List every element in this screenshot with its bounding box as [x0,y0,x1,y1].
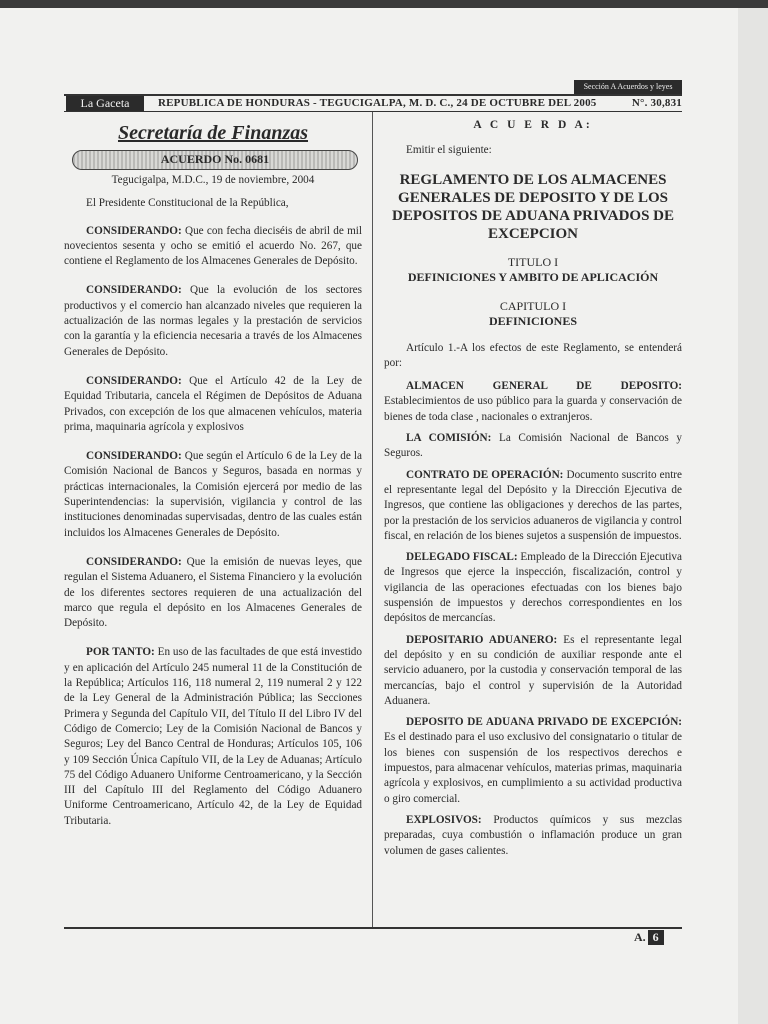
considerando-keyword: CONSIDERANDO: [86,555,182,568]
definition-explosivos [384,813,682,859]
definition-contrato [384,468,682,544]
considerando-text: Que con fecha dieciséis de abril de mil novecientos sesenta y ocho se emitió el acuerdo No. 267, que contiene el Reglamento de los Almacenes Generales de Depósito. [64,224,362,268]
definition-text: Es el representante legal del depósito y en su condición de auxiliar responde ante el servicio aduanero, por la custodia y conservación temporal de las mercancías, bajo el control y supervisión de la Autoridad Aduanera. [384,633,683,707]
scan-right-edge [738,8,768,1024]
considerando-keyword: CONSIDERANDO: [86,450,182,463]
regulation-title: REGLAMENTO DE LOS ALMACENES GENERALES DE DEPOSITO Y DE LOS DEPOSITOS DE ADUANA PRIVADOS DE EXCEPCION [391,171,674,242]
definition-deposito-aduana [384,715,682,807]
left-column [64,114,362,829]
right-column [384,118,682,859]
definition-text: Establecimientos de uso público para la guarda y conservación de bienes de toda clase , nacionales o extranjeros. [384,395,682,423]
gazette-label: La Gaceta [66,96,144,111]
considerando-keyword: CONSIDERANDO: [86,374,182,387]
header-rule-bottom [64,111,682,112]
considerando-text: Que la emisión de nuevas leyes, que regulan el Sistema Aduanero, el Sistema Financiero y la evolución de los diferentes sectores requieren de una actualización del marco que regula el depósito en los Almacenes Generales de Depósito. [64,555,362,630]
section-letter: A. [634,930,646,944]
considerando-keyword: CONSIDERANDO: [86,224,182,237]
definition-term: CONTRATO DE OPERACIÓN: [406,468,564,481]
por-tanto-text: En uso de las facultades de que está investido y en aplicación del Artículo 245 numeral 11 de la Constitución de la República; Artículos 116, 118 numeral 2, 119 numeral 2 y 122 de la Ley General de la Administración Pública; las Secciones Primera y Segunda del Capítulo VII, del Título II del Libro IV del Código de Comercio; Ley de la Comisión Nacional de Bancos y Seguros; Ley del Banco Central de Honduras; Artículos 105, 106 y 109 Sección Única Capítulo VII, de la Ley de Aduanas; Artículo 75 del Código Aduanero Uniforme Centroamericano, y la Sección III del Capítulo III del Reglamento del Código Aduanero Uniforme Centroamericano, Artículo 42, de la Ley de Equidad Tributaria. [64,646,362,827]
page-reference [634,930,664,945]
definition-term: LA COMISIÓN: [406,432,492,445]
definition-depositario [384,633,682,709]
definition-term: DEPOSITARIO ADUANERO: [406,633,558,646]
considerando-5 [64,555,362,631]
considerando-1 [64,224,362,270]
acuerdo-number-banner: ACUERDO No. 0681 [72,150,358,170]
definition-text: Documento suscrito entre el representante legal del Depósito y la Dirección Ejecutiva de Ingresos, que contiene las obligaciones y derechos de las partes, por la prestación de los servicios aduaneros de vigilancia y control fiscal, en relación de los bienes sujetos a suspensión de impuestos. [384,468,682,542]
intro-line: El Presidente Constitucional de la República, [86,197,289,210]
definition-almacen [384,379,682,425]
definition-term: DELEGADO FISCAL: [406,551,518,564]
por-tanto-keyword: POR TANTO: [86,646,155,659]
capitulo-number: CAPITULO I [499,298,567,313]
considerando-keyword: CONSIDERANDO: [86,284,182,297]
place-date: Tegucigalpa, M.D.C., 19 de noviembre, 2004 [111,174,315,186]
definition-text: Productos químicos y sus mezclas preparadas, cuya combustión o inflamación produce un gran volumen de gases calientes. [384,813,682,857]
capitulo-name: DEFINICIONES [488,313,578,328]
column-divider [372,112,373,927]
considerando-text: Que la evolución de los sectores productivos y el comercio han alcanzado niveles que requieren la actualización de las normas legales y la prestación de servicios con la garantía y la eficiencia necesaria a través de los Almacenes Generales de Depósito. [64,284,362,358]
issue-number: N°. 30,831 [631,97,682,109]
considerando-4 [64,449,362,541]
acuerda-heading: A C U E R D A: [473,119,593,131]
article-1: Artículo 1.-A los efectos de este Reglamento, se entenderá por: [384,341,682,369]
definition-term: EXPLOSIVOS: [406,813,482,826]
considerando-2 [64,283,362,359]
definition-text: Es el destinado para el uso exclusivo del consignatario o titular de los bienes con suspensión de los respectivos derechos e impuestos, para almacenar vehículos, materias primas, maquinaria agrícola y explosivos, en cumplimiento a su actividad productiva o giro comercial. [384,731,682,805]
masthead-text: REPUBLICA DE HONDURAS - TEGUCIGALPA, M. D. C., 24 DE OCTUBRE DEL 2005 [158,97,597,109]
titulo-number: TITULO I [507,254,559,269]
considerando-text: Que según el Artículo 6 de la Ley de la Comisión Nacional de Bancos y Seguros, basada en normas y prácticas internacionales, la Comisión ejercerá por medio de las Superintendencias: la supervisión, vigilancia y control de las instituciones denominadas supervisadas, dentro de las cuales están incluidos los Almacenes Generales de Depósito. [64,450,362,539]
footer-rule [64,927,682,929]
definition-text: La Comisión Nacional de Bancos y Seguros. [384,432,682,460]
por-tanto [64,645,362,829]
ministry-title: Secretaría de Finanzas [117,122,309,144]
titulo-name: DEFINICIONES Y AMBITO DE APLICACIÓN [407,269,659,284]
emitir-line: Emitir el siguiente: [406,144,492,157]
definition-text: Empleado de la Dirección Ejecutiva de Ingresos que ejerce la inspección, fiscalización, control y vigilancia de las operaciones efectuadas con los bienes bajo suspensión de impuestos y derechos correspondientes en los depósitos de mercancías. [384,551,682,625]
definition-term: DEPOSITO DE ADUANA PRIVADO DE EXCEPCIÓN: [406,716,682,729]
definition-delegado [384,550,682,626]
section-tag: Sección A Acuerdos y leyes [574,80,682,94]
scan-top-band [0,0,768,8]
definition-comision [384,431,682,462]
definition-term: ALMACEN GENERAL DE DEPOSITO: [406,380,682,393]
considerando-text: Que el Artículo 42 de la Ley de Equidad Tributaria, cancela el Régimen de Depósitos de Aduana Privados, con excepción de los que almacenen vehículos, materia prima, maquinaria agrícola y explosivos [64,374,362,433]
page-number: 6 [648,930,664,945]
masthead [158,96,682,111]
considerando-3 [64,374,362,435]
